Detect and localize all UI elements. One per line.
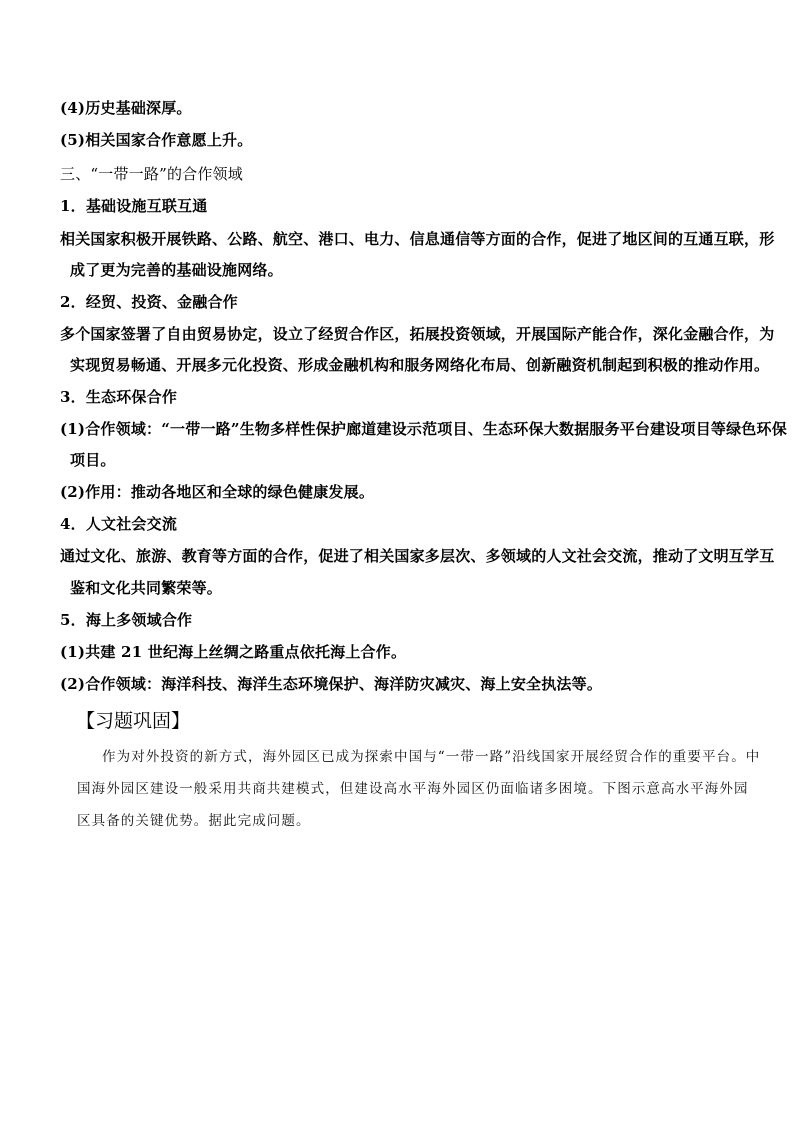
passage-line-1: 作为对外投资的新方式，海外园区已成为探索中国与“一带一路”沿线国家开展经贸合作的重要平台。中 — [102, 749, 761, 765]
passage-line-2: 国海外园区建设一般采用共商共建模式，但建设高水平海外园区仍面临诸多困境。下图示意高水平海外园 — [77, 781, 749, 797]
subheading-infrastructure: 1．基础设施互联互通 — [60, 197, 208, 215]
subheading-trade-investment: 2．经贸、投资、金融合作 — [60, 293, 238, 311]
paragraph-ecology-role: (2)作用：推动各地区和全球的绿色健康发展。 — [60, 483, 375, 501]
passage-line-3: 区具备的关键优势。据此完成问题。 — [77, 813, 311, 829]
paragraph-culture-line2: 鉴和文化共同繁荣等。 — [70, 579, 223, 597]
paragraph-infrastructure-line2: 成了更为完善的基础设施网络。 — [70, 261, 283, 279]
text-line-history: (4)历史基础深厚。 — [60, 99, 192, 117]
paragraph-ecology-fields-line1: (1)合作领域：“一带一路”生物多样性保护廊道建设示范项目、生态环保大数据服务平台建设项目等绿色环保 — [60, 420, 787, 438]
paragraph-trade-line2: 实现贸易畅通、开展多元化投资、形成金融机构和服务网络化布局、创新融资机制起到积极的推动作用。 — [70, 356, 770, 374]
paragraph-culture-line1: 通过文化、旅游、教育等方面的合作，促进了相关国家多层次、多领域的人文社会交流，推动了文明互学互 — [60, 547, 775, 565]
paragraph-maritime-focus: (1)共建 21 世纪海上丝绸之路重点依托海上合作。 — [60, 643, 407, 661]
paragraph-infrastructure-line1: 相关国家积极开展铁路、公路、航空、港口、电力、信息通信等方面的合作，促进了地区间的互通互联，形 — [60, 230, 775, 248]
subheading-maritime: 5．海上多领域合作 — [60, 611, 193, 629]
subheading-ecology: 3．生态环保合作 — [60, 388, 178, 406]
paragraph-trade-line1: 多个国家签署了自由贸易协定，设立了经贸合作区，拓展投资领域，开展国际产能合作，深化金融合作，为 — [60, 325, 775, 343]
paragraph-maritime-fields: (2)合作领域：海洋科技、海洋生态环境保护、海洋防灾减灾、海上安全执法等。 — [60, 675, 603, 693]
section-heading-cooperation-fields: 三、“一带一路”的合作领域 — [60, 165, 243, 183]
subheading-culture: 4．人文社会交流 — [60, 515, 178, 533]
text-line-willingness: (5)相关国家合作意愿上升。 — [60, 131, 253, 149]
paragraph-ecology-fields-line2: 项目。 — [70, 451, 116, 469]
exercise-heading: 【习题巩固】 — [76, 710, 191, 732]
